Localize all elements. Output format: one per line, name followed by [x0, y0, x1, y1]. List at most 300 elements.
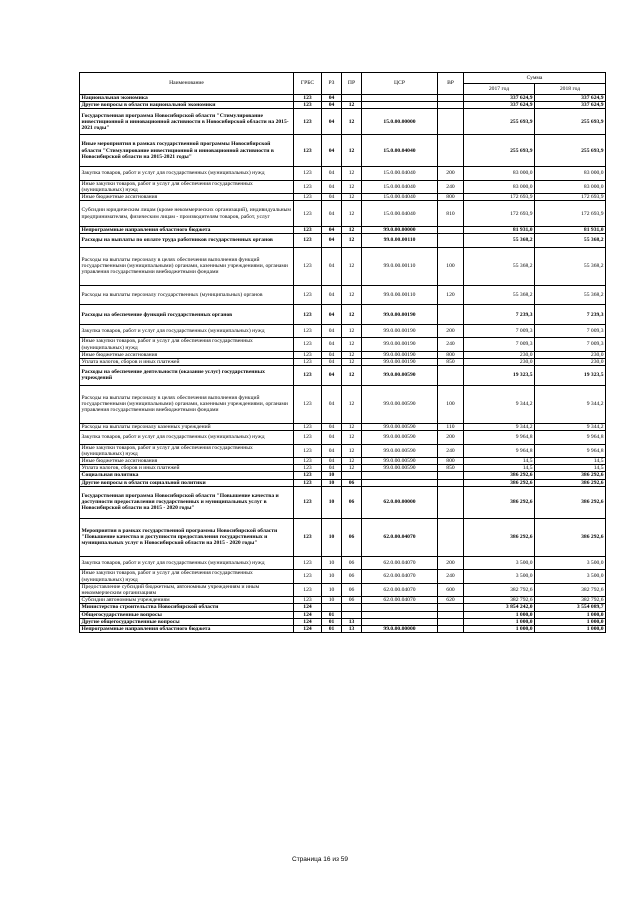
cell-sum-2017: 19 323,5: [464, 366, 535, 386]
header-rz: РЗ: [322, 73, 342, 95]
cell-grbs: 123: [294, 358, 322, 365]
cell-name: Расходы на обеспечение функций государственных органов: [80, 305, 294, 325]
table-row: [80, 324, 606, 337]
table-row: [80, 285, 606, 305]
cell-vr: [438, 486, 464, 518]
cell-grbs: 123: [294, 479, 322, 486]
cell-csr: 62.0.00.04070: [362, 583, 438, 596]
table-row: [80, 431, 606, 444]
cell-sum-2017: 14,5: [464, 465, 535, 472]
cell-sum-2017: 1 000,0: [464, 625, 535, 632]
cell-rz: 04: [322, 465, 342, 472]
cell-sum-2017: 55 368,2: [464, 234, 535, 247]
cell-rz: 04: [322, 423, 342, 430]
cell-grbs: 124: [294, 611, 322, 618]
cell-sum-2017: 337 624,9: [464, 102, 535, 109]
cell-sum-2018: 255 693,9: [535, 109, 606, 135]
cell-vr: [438, 472, 464, 479]
cell-grbs: 123: [294, 102, 322, 109]
cell-sum-2018: 1 000,0: [535, 611, 606, 618]
table-row: [80, 366, 606, 386]
cell-name: Уплата налогов, сборов и иных платежей: [80, 358, 294, 365]
page-number: Страница 16 из 59: [292, 856, 348, 863]
cell-rz: 04: [322, 180, 342, 193]
cell-vr: 240: [438, 444, 464, 457]
cell-sum-2017: 337 624,9: [464, 95, 535, 102]
cell-grbs: 123: [294, 518, 322, 556]
cell-sum-2017: 1 000,0: [464, 611, 535, 618]
cell-rz: 04: [322, 444, 342, 457]
cell-vr: [438, 227, 464, 234]
cell-pr: 06: [342, 597, 362, 604]
cell-grbs: 124: [294, 604, 322, 611]
cell-name: Иные бюджетные ассигнования: [80, 457, 294, 464]
cell-pr: 12: [342, 444, 362, 457]
table-row: [80, 486, 606, 518]
cell-csr: [362, 604, 438, 611]
cell-sum-2017: 83 000,0: [464, 180, 535, 193]
cell-vr: 850: [438, 358, 464, 365]
header-year-2018: 2018 год: [535, 84, 606, 95]
cell-pr: 12: [342, 227, 362, 234]
cell-rz: 01: [322, 611, 342, 618]
cell-rz: 10: [322, 583, 342, 596]
cell-vr: 200: [438, 556, 464, 569]
cell-rz: 01: [322, 625, 342, 632]
cell-csr: 99.0.00.00000: [362, 227, 438, 234]
cell-csr: 15.0.00.04040: [362, 167, 438, 180]
cell-pr: 12: [342, 109, 362, 135]
cell-grbs: 123: [294, 338, 322, 351]
cell-pr: 12: [342, 351, 362, 358]
cell-name: Расходы на выплаты персоналу государственных (муниципальных) органов: [80, 285, 294, 305]
cell-csr: [362, 618, 438, 625]
cell-grbs: 123: [294, 167, 322, 180]
table-row: [80, 227, 606, 234]
cell-sum-2018: 337 624,9: [535, 102, 606, 109]
cell-rz: 10: [322, 518, 342, 556]
cell-sum-2018: 3 500,0: [535, 570, 606, 583]
cell-sum-2017: 255 693,9: [464, 135, 535, 167]
cell-name: Закупка товаров, работ и услуг для государственных (муниципальных) нужд: [80, 431, 294, 444]
cell-vr: [438, 518, 464, 556]
cell-name: Расходы на выплаты персоналу казенных учреждений: [80, 423, 294, 430]
cell-pr: 12: [342, 324, 362, 337]
table-row: [80, 358, 606, 365]
cell-csr: [362, 479, 438, 486]
cell-rz: 04: [322, 351, 342, 358]
cell-rz: 04: [322, 135, 342, 167]
table-row: [80, 556, 606, 569]
cell-csr: 99.0.00.00110: [362, 285, 438, 305]
cell-rz: 04: [322, 324, 342, 337]
cell-pr: 13: [342, 625, 362, 632]
cell-rz: 10: [322, 486, 342, 518]
cell-name: Государственная программа Новосибирской области "Повышение качества и доступности предоставления государственных и муниципальных услуг в Новосибирской области на 2015 - 2020 годы": [80, 486, 294, 518]
cell-sum-2017: 7 239,3: [464, 305, 535, 325]
cell-vr: [438, 305, 464, 325]
cell-pr: 12: [342, 358, 362, 365]
cell-vr: 100: [438, 385, 464, 423]
cell-pr: 12: [342, 194, 362, 201]
cell-csr: 99.0.00.00190: [362, 338, 438, 351]
cell-grbs: 123: [294, 180, 322, 193]
cell-name: Иные закупки товаров, работ и услуг для обеспечения государственных (муниципальных) нужд: [80, 338, 294, 351]
cell-vr: 810: [438, 201, 464, 227]
cell-sum-2018: 386 292,6: [535, 518, 606, 556]
header-year-2017: 2017 год: [464, 84, 535, 95]
table-row: [80, 423, 606, 430]
header-grbs: ГРБС: [294, 73, 322, 95]
cell-sum-2018: 382 792,6: [535, 597, 606, 604]
cell-rz: 04: [322, 366, 342, 386]
cell-vr: 800: [438, 351, 464, 358]
cell-csr: 99.0.00.00590: [362, 444, 438, 457]
cell-name: Расходы на выплаты персоналу в целях обеспечения выполнения функций государственными (муниципальными) органами, казенными учреждениями, органами управления государственными внебюджетными фондами: [80, 385, 294, 423]
cell-grbs: 123: [294, 324, 322, 337]
cell-vr: 110: [438, 423, 464, 430]
cell-vr: 240: [438, 570, 464, 583]
cell-rz: 04: [322, 338, 342, 351]
cell-sum-2017: 9 964,8: [464, 444, 535, 457]
table-body: [80, 95, 606, 633]
cell-sum-2018: 55 368,2: [535, 234, 606, 247]
cell-name: Непрограммные направления областного бюджета: [80, 227, 294, 234]
cell-grbs: 123: [294, 457, 322, 464]
cell-rz: 01: [322, 618, 342, 625]
cell-rz: 04: [322, 194, 342, 201]
cell-sum-2018: 230,0: [535, 351, 606, 358]
cell-sum-2018: 19 323,5: [535, 366, 606, 386]
cell-rz: 04: [322, 247, 342, 285]
cell-csr: 15.0.00.00000: [362, 109, 438, 135]
cell-sum-2017: 230,0: [464, 358, 535, 365]
cell-csr: 99.0.00.00190: [362, 358, 438, 365]
cell-sum-2018: 386 292,6: [535, 486, 606, 518]
cell-pr: 06: [342, 518, 362, 556]
cell-sum-2018: 55 368,2: [535, 247, 606, 285]
cell-pr: 06: [342, 570, 362, 583]
cell-pr: 12: [342, 457, 362, 464]
cell-grbs: 123: [294, 227, 322, 234]
cell-grbs: 123: [294, 109, 322, 135]
cell-sum-2017: 386 292,6: [464, 518, 535, 556]
cell-vr: 600: [438, 583, 464, 596]
cell-rz: [322, 604, 342, 611]
table-row: [80, 109, 606, 135]
cell-name: Закупка товаров, работ и услуг для государственных (муниципальных) нужд: [80, 324, 294, 337]
cell-csr: 62.0.00.00000: [362, 486, 438, 518]
cell-name: Субсидии юридическим лицам (кроме некоммерческих организаций), индивидуальным предпринимателям, физическим лицам - производителям товаров, работ, услуг: [80, 201, 294, 227]
table-row: [80, 611, 606, 618]
table-row: [80, 472, 606, 479]
cell-vr: [438, 102, 464, 109]
cell-rz: 04: [322, 102, 342, 109]
table-row: [80, 444, 606, 457]
cell-name: Расходы на обеспечение деятельности (оказание услуг) государственных учреждений: [80, 366, 294, 386]
cell-vr: 240: [438, 338, 464, 351]
cell-sum-2018: 7 009,3: [535, 338, 606, 351]
cell-csr: [362, 611, 438, 618]
cell-sum-2017: 7 009,3: [464, 324, 535, 337]
cell-csr: 99.0.00.00190: [362, 305, 438, 325]
cell-csr: 99.0.00.00110: [362, 247, 438, 285]
cell-pr: [342, 611, 362, 618]
cell-rz: 04: [322, 109, 342, 135]
cell-vr: [438, 109, 464, 135]
table-row: [80, 247, 606, 285]
cell-sum-2018: 386 292,6: [535, 479, 606, 486]
cell-sum-2018: 81 931,0: [535, 227, 606, 234]
cell-pr: 12: [342, 338, 362, 351]
cell-name: Закупка товаров, работ и услуг для государственных (муниципальных) нужд: [80, 556, 294, 569]
cell-grbs: 123: [294, 95, 322, 102]
cell-pr: 12: [342, 180, 362, 193]
cell-pr: 12: [342, 366, 362, 386]
cell-name: Другие вопросы в области национальной экономики: [80, 102, 294, 109]
cell-rz: 10: [322, 556, 342, 569]
cell-csr: [362, 95, 438, 102]
cell-grbs: 123: [294, 556, 322, 569]
cell-vr: [438, 611, 464, 618]
cell-sum-2017: 55 368,2: [464, 247, 535, 285]
cell-grbs: 123: [294, 234, 322, 247]
table-row: [80, 201, 606, 227]
cell-csr: 99.0.00.00590: [362, 431, 438, 444]
cell-pr: 13: [342, 618, 362, 625]
cell-vr: 240: [438, 180, 464, 193]
cell-name: Национальная экономика: [80, 95, 294, 102]
cell-rz: 04: [322, 457, 342, 464]
cell-sum-2018: 9 344,2: [535, 423, 606, 430]
cell-grbs: 123: [294, 583, 322, 596]
cell-vr: 200: [438, 431, 464, 444]
cell-sum-2018: 14,5: [535, 457, 606, 464]
cell-vr: [438, 479, 464, 486]
table-row: [80, 457, 606, 464]
cell-sum-2017: 3 500,0: [464, 556, 535, 569]
cell-rz: 04: [322, 95, 342, 102]
cell-vr: 850: [438, 465, 464, 472]
cell-pr: 12: [342, 385, 362, 423]
cell-pr: 12: [342, 305, 362, 325]
cell-name: Государственная программа Новосибирской области "Стимулирование инвестиционной и инновационной активности в Новосибирской области на 2015-2021 годы": [80, 109, 294, 135]
cell-grbs: 123: [294, 285, 322, 305]
cell-pr: 12: [342, 102, 362, 109]
cell-sum-2018: 386 292,6: [535, 472, 606, 479]
cell-sum-2018: 172 693,9: [535, 194, 606, 201]
cell-pr: 12: [342, 234, 362, 247]
cell-csr: 99.0.00.00590: [362, 385, 438, 423]
cell-grbs: 123: [294, 472, 322, 479]
cell-sum-2018: 7 009,3: [535, 324, 606, 337]
cell-grbs: 123: [294, 135, 322, 167]
table-row: [80, 351, 606, 358]
cell-vr: 800: [438, 194, 464, 201]
cell-grbs: 123: [294, 201, 322, 227]
cell-pr: 12: [342, 431, 362, 444]
cell-sum-2017: 386 292,6: [464, 486, 535, 518]
cell-pr: 12: [342, 465, 362, 472]
cell-pr: 12: [342, 247, 362, 285]
cell-csr: 99.0.00.00000: [362, 625, 438, 632]
cell-name: Общегосударственные вопросы: [80, 611, 294, 618]
cell-name: Расходы на выплаты персоналу в целях обеспечения выполнения функций государственными (муниципальными) органами, казенными учреждениями, органами управления государственными внебюджетными фондами: [80, 247, 294, 285]
cell-name: Непрограммные направления областного бюджета: [80, 625, 294, 632]
cell-csr: 15.0.00.04040: [362, 194, 438, 201]
cell-csr: 99.0.00.00590: [362, 423, 438, 430]
cell-sum-2017: 3 500,0: [464, 570, 535, 583]
cell-pr: 06: [342, 556, 362, 569]
cell-grbs: 123: [294, 465, 322, 472]
cell-name: Иные мероприятия в рамках государственной программы Новосибирской области "Стимулирование инвестиционной и инновационной активности в Новосибирской области на 2015-2021 годы": [80, 135, 294, 167]
cell-grbs: 123: [294, 194, 322, 201]
cell-pr: [342, 472, 362, 479]
cell-csr: 15.0.00.04040: [362, 180, 438, 193]
cell-pr: 06: [342, 479, 362, 486]
cell-csr: [362, 102, 438, 109]
cell-sum-2017: 172 693,9: [464, 201, 535, 227]
cell-csr: [362, 472, 438, 479]
cell-name: Предоставление субсидий бюджетным, автономным учреждениям и иным некоммерческим организациям: [80, 583, 294, 596]
cell-rz: 04: [322, 285, 342, 305]
table-row: [80, 305, 606, 325]
cell-grbs: 123: [294, 597, 322, 604]
cell-sum-2018: 55 368,2: [535, 285, 606, 305]
cell-csr: 62.0.00.04070: [362, 570, 438, 583]
table-row: [80, 102, 606, 109]
table-row: [80, 604, 606, 611]
cell-csr: 15.0.00.04040: [362, 135, 438, 167]
cell-sum-2018: 382 792,6: [535, 583, 606, 596]
table-row: [80, 180, 606, 193]
table-row: [80, 135, 606, 167]
cell-name: Закупка товаров, работ и услуг для государственных (муниципальных) нужд: [80, 167, 294, 180]
table-row: [80, 465, 606, 472]
cell-name: Иные бюджетные ассигнования: [80, 351, 294, 358]
cell-sum-2017: 386 292,6: [464, 479, 535, 486]
cell-csr: 99.0.00.00590: [362, 366, 438, 386]
cell-sum-2017: 14,5: [464, 457, 535, 464]
cell-sum-2017: 81 931,0: [464, 227, 535, 234]
cell-name: Иные закупки товаров, работ и услуг для обеспечения государственных (муниципальных) нужд: [80, 444, 294, 457]
cell-name: Социальная политика: [80, 472, 294, 479]
header-name: Наименование: [80, 73, 294, 95]
cell-sum-2017: 3 854 242,0: [464, 604, 535, 611]
cell-vr: [438, 234, 464, 247]
cell-vr: [438, 604, 464, 611]
cell-csr: 99.0.00.00590: [362, 465, 438, 472]
cell-sum-2018: 1 000,0: [535, 625, 606, 632]
cell-vr: 800: [438, 457, 464, 464]
cell-sum-2017: 172 693,9: [464, 194, 535, 201]
cell-sum-2017: 230,0: [464, 351, 535, 358]
cell-vr: [438, 135, 464, 167]
cell-csr: 62.0.00.04070: [362, 556, 438, 569]
cell-vr: [438, 95, 464, 102]
cell-sum-2017: 55 368,2: [464, 285, 535, 305]
cell-rz: 04: [322, 201, 342, 227]
cell-sum-2018: 3 500,0: [535, 556, 606, 569]
header-vr: ВР: [438, 73, 464, 95]
table-row: [80, 479, 606, 486]
cell-name: Иные закупки товаров, работ и услуг для обеспечения государственных (муниципальных) нужд: [80, 180, 294, 193]
cell-vr: 120: [438, 285, 464, 305]
cell-sum-2018: 7 239,3: [535, 305, 606, 325]
cell-sum-2018: 9 964,8: [535, 431, 606, 444]
cell-csr: 62.0.00.04070: [362, 518, 438, 556]
header-csr: ЦСР: [362, 73, 438, 95]
cell-pr: [342, 604, 362, 611]
cell-name: Иные закупки товаров, работ и услуг для обеспечения государственных (муниципальных) нужд: [80, 570, 294, 583]
cell-sum-2018: 14,5: [535, 465, 606, 472]
cell-grbs: 123: [294, 486, 322, 518]
cell-rz: 10: [322, 570, 342, 583]
cell-sum-2018: 172 693,9: [535, 201, 606, 227]
table-row: [80, 167, 606, 180]
cell-rz: 10: [322, 472, 342, 479]
cell-name: Мероприятия в рамках государственной программы Новосибирской области "Повышение качества и доступности предоставления государственных и муниципальных услуг в Новосибирской области на 2015 - 2020 годы": [80, 518, 294, 556]
cell-rz: 10: [322, 479, 342, 486]
cell-sum-2017: 1 000,0: [464, 618, 535, 625]
cell-grbs: 123: [294, 366, 322, 386]
header-sum: Сумма: [464, 73, 606, 84]
table-header-row-top: [80, 73, 606, 84]
cell-pr: 12: [342, 167, 362, 180]
cell-vr: [438, 625, 464, 632]
table-row: [80, 570, 606, 583]
cell-csr: 62.0.00.04070: [362, 597, 438, 604]
cell-rz: 04: [322, 385, 342, 423]
cell-csr: 15.0.00.04040: [362, 201, 438, 227]
cell-name: Другие общегосударственные вопросы: [80, 618, 294, 625]
cell-rz: 04: [322, 358, 342, 365]
table-row: [80, 597, 606, 604]
cell-grbs: 123: [294, 305, 322, 325]
cell-name: Другие вопросы в области социальной политики: [80, 479, 294, 486]
cell-pr: 12: [342, 201, 362, 227]
cell-csr: 99.0.00.00110: [362, 234, 438, 247]
table-row: [80, 618, 606, 625]
cell-rz: 04: [322, 305, 342, 325]
cell-csr: 99.0.00.00190: [362, 351, 438, 358]
cell-grbs: 123: [294, 570, 322, 583]
cell-csr: 99.0.00.00190: [362, 324, 438, 337]
cell-sum-2018: 9 964,8: [535, 444, 606, 457]
cell-pr: 06: [342, 583, 362, 596]
cell-rz: 04: [322, 234, 342, 247]
cell-pr: 12: [342, 285, 362, 305]
cell-vr: 200: [438, 167, 464, 180]
cell-grbs: 123: [294, 423, 322, 430]
cell-sum-2018: 9 344,2: [535, 385, 606, 423]
budget-table: [79, 72, 606, 633]
cell-vr: 200: [438, 324, 464, 337]
cell-grbs: 123: [294, 351, 322, 358]
cell-sum-2017: 9 344,2: [464, 423, 535, 430]
table-row: [80, 625, 606, 632]
cell-sum-2017: 382 792,6: [464, 583, 535, 596]
table-row: [80, 234, 606, 247]
cell-sum-2017: 7 009,3: [464, 338, 535, 351]
cell-name: Уплата налогов, сборов и иных платежей: [80, 465, 294, 472]
cell-sum-2018: 230,0: [535, 358, 606, 365]
cell-rz: 04: [322, 167, 342, 180]
cell-vr: [438, 366, 464, 386]
cell-name: Субсидии автономным учреждениям: [80, 597, 294, 604]
cell-pr: 12: [342, 423, 362, 430]
table-row: [80, 385, 606, 423]
